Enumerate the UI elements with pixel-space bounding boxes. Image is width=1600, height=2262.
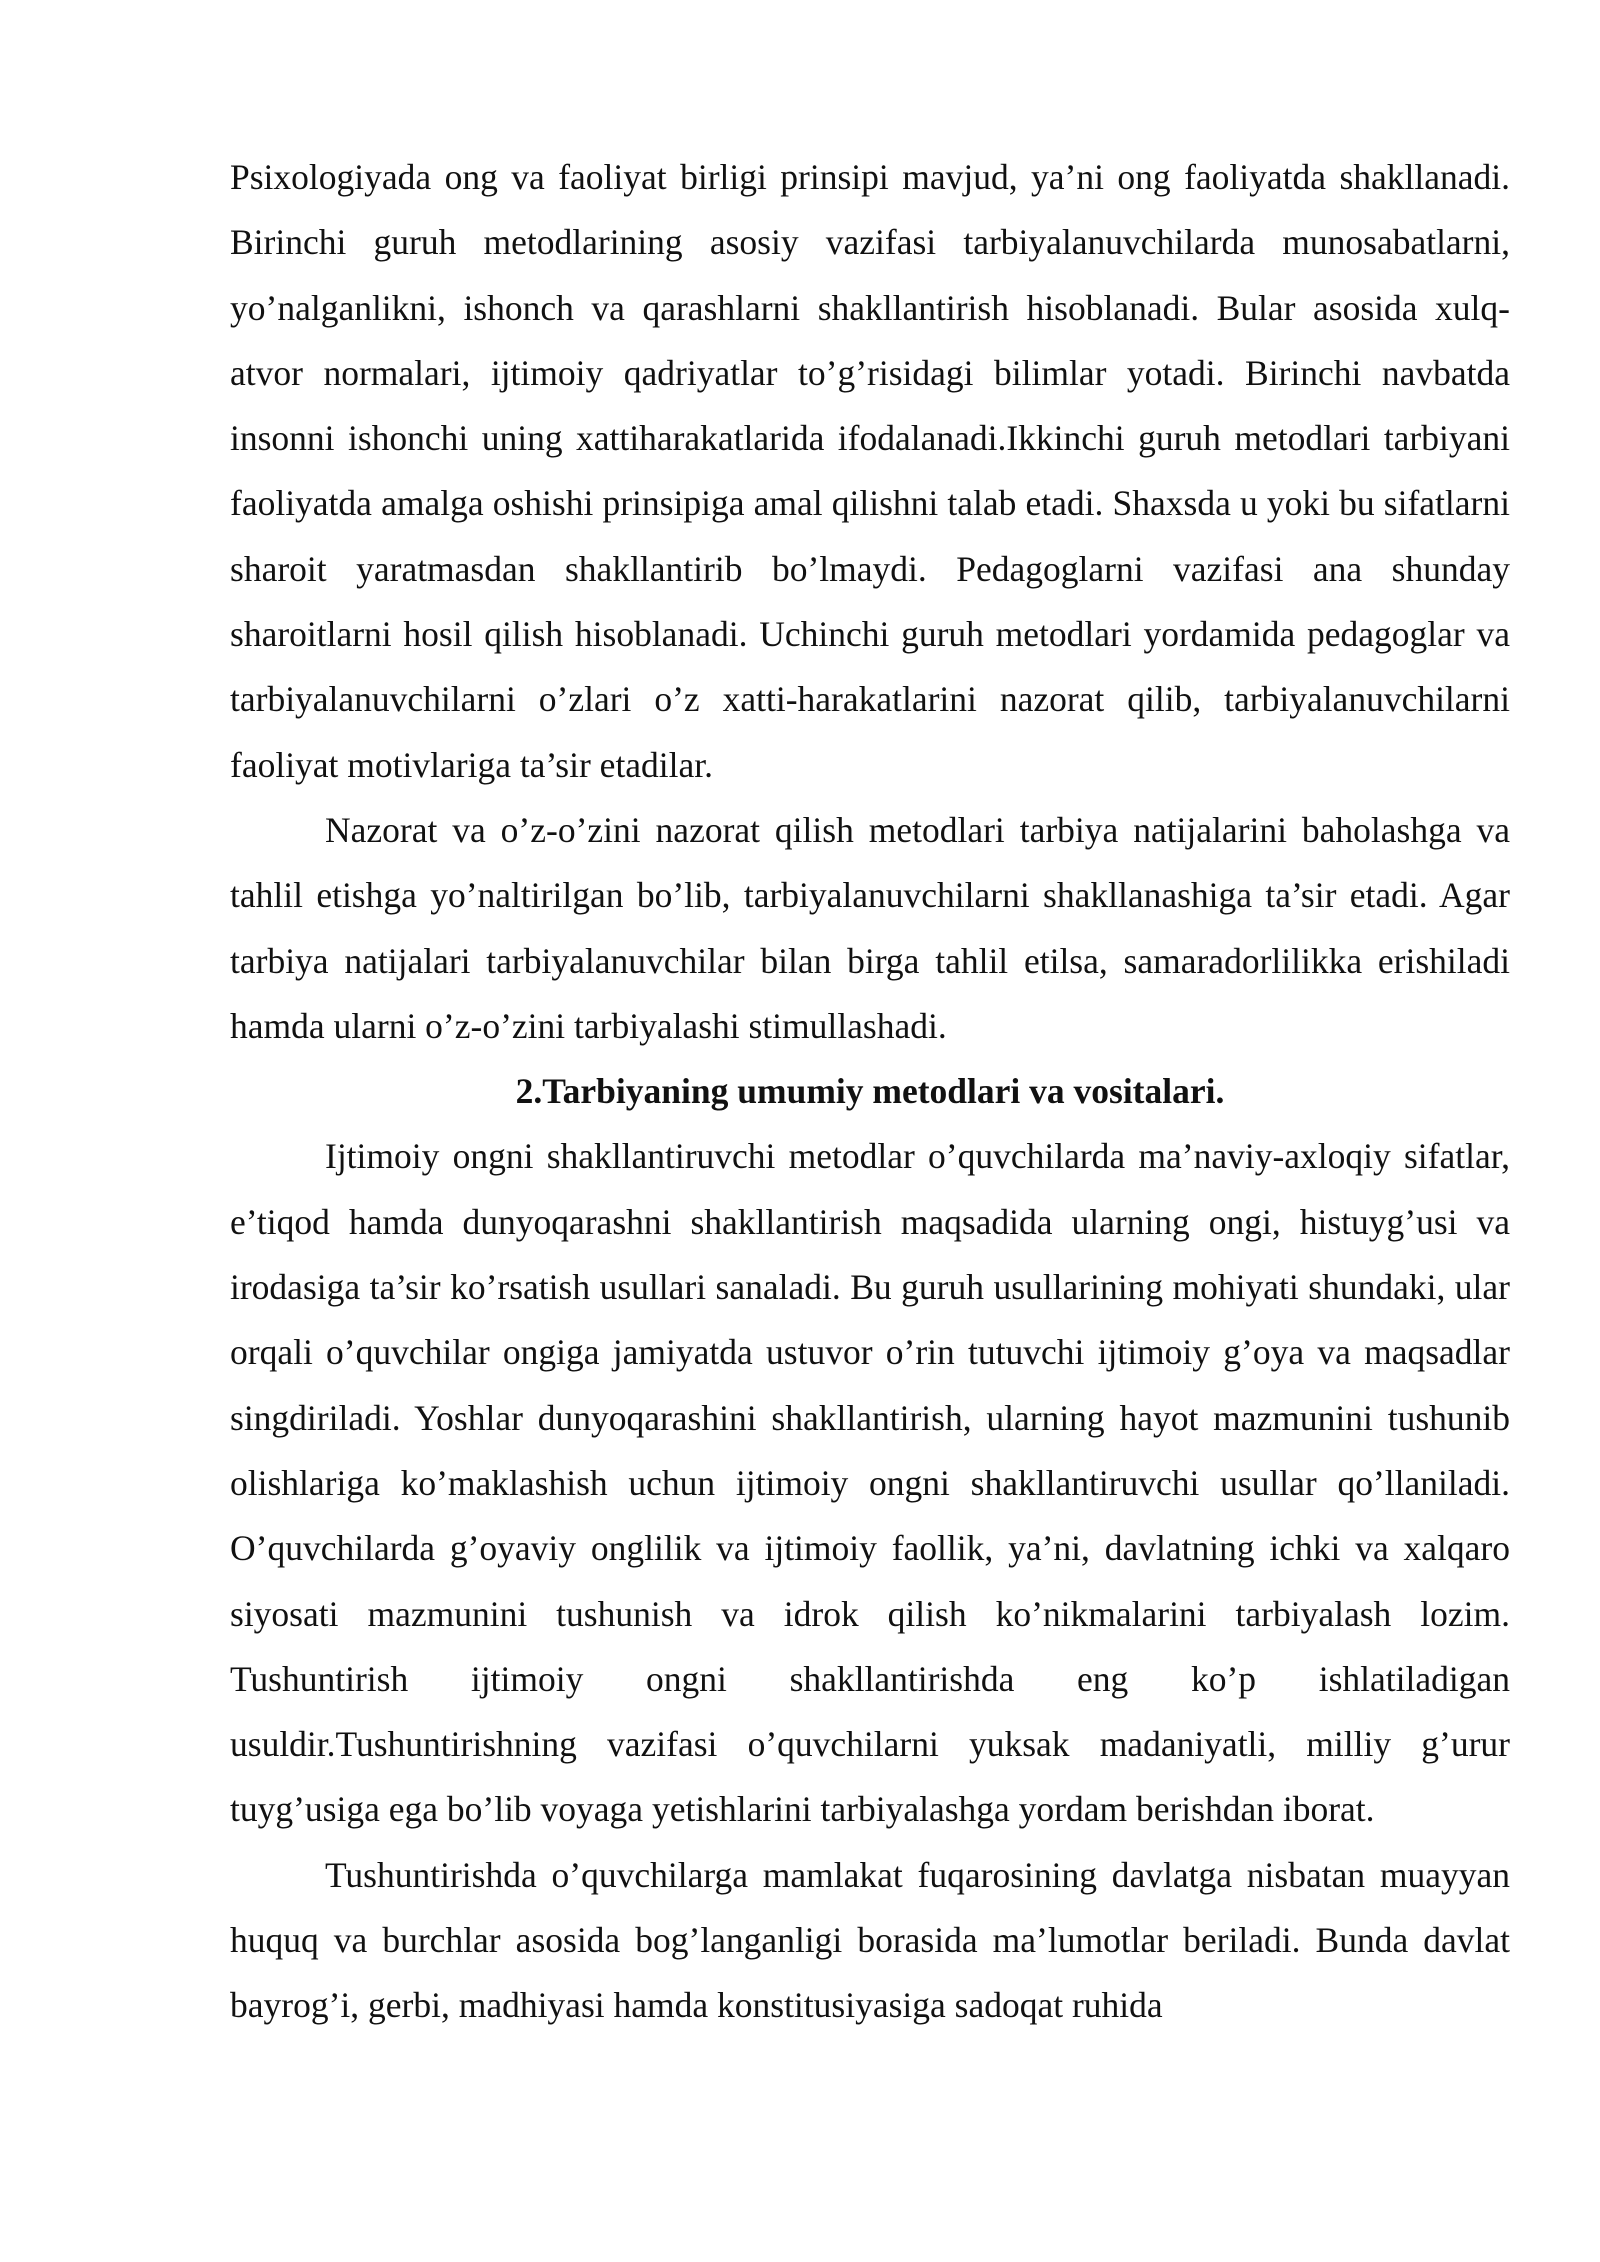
paragraph-2: Nazorat va o’z-o’zini nazorat qilish metodlari tarbiya natijalarini baholashga va tahlil etishga yo’naltirilgan bo’lib, tarbiyalanuvchilarni shakllanashiga ta’sir etadi. Agar tarbiya natijalari tarbiyalanuvchilar bilan birga tahlil etilsa, samaradorlilikka erishiladi hamda ularni o’z-o’zini tarbiyalashi stimullashadi. xyxy=(230,809,1510,1046)
document-page xyxy=(230,145,1510,2039)
paragraph-4: Tushuntirishda o’quvchilarga mamlakat fuqarosining davlatga nisbatan muayyan huquq va burchlar asosida bog’langanligi borasida ma’lumotlar beriladi. Bunda davlat bayrog’i, gerbi, madhiyasi hamda konstitusiyasiga sadoqat ruhida xyxy=(230,1854,1510,2026)
section-heading: 2.Tarbiyaning umumiy metodlari va vositalari. xyxy=(515,1071,1225,1112)
paragraph-1: Psixologiyada ong va faoliyat birligi prinsipi mavjud, ya’ni ong faoliyatda shakllanadi. Birinchi guruh metodlarining asosiy vazifasi tarbiyalanuvchilarda munosabatlarni, yo’nalganlikni, ishonch va qarashlarni shakllantirish hisoblanadi. Bular asosida xulq-atvor normalari, ijtimoiy qadriyatlar to’g’risidagi bilimlar yotadi. Birinchi navbatda insonni ishonchi uning xattiharakatlarida ifodalanadi.Ikkinchi guruh metodlari tarbiyani faoliyatda amalga oshishi prinsipiga amal qilishni talab etadi. Shaxsda u yoki bu sifatlarni sharoit yaratmasdan shakllantirib bo’lmaydi. Pedagoglarni vazifasi ana shunday sharoitlarni hosil qilish hisoblanadi. Uchinchi guruh metodlari yordamida pedagoglar va tarbiyalanuvchilarni o’zlari o’z xatti-harakatlarini nazorat qilib, tarbiyalanuvchilarni faoliyat motivlariga ta’sir etadilar. xyxy=(230,157,1510,785)
paragraph-3: Ijtimoiy ongni shakllantiruvchi metodlar o’quvchilarda ma’naviy-axloqiy sifatlar, e’tiqod hamda dunyoqarashni shakllantirish maqsadida ularning ongi, histuyg’usi va irodasiga ta’sir ko’rsatish usullari sanaladi. Bu guruh usullarining mohiyati shundaki, ular orqali o’quvchilar ongiga jamiyatda ustuvor o’rin tutuvchi ijtimoiy g’oya va maqsadlar singdiriladi. Yoshlar dunyoqarashini shakllantirish, ularning hayot mazmunini tushunib olishlariga ko’maklashish uchun ijtimoiy ongni shakllantiruvchi usullar qo’llaniladi. O’quvchilarda g’oyaviy onglilik va ijtimoiy faollik, ya’ni, davlatning ichki va xalqaro siyosati mazmunini tushunish va idrok qilish ko’nikmalarini tarbiyalash lozim. Tushuntirish ijtimoiy ongni shakllantirishda eng ko’p ishlatiladigan usuldir.Tushuntirishning vazifasi o’quvchilarni yuksak madaniyatli, milliy g’urur tuyg’usiga ega bo’lib voyaga yetishlarini tarbiyalashga yordam berishdan iborat. xyxy=(230,1136,1510,1830)
